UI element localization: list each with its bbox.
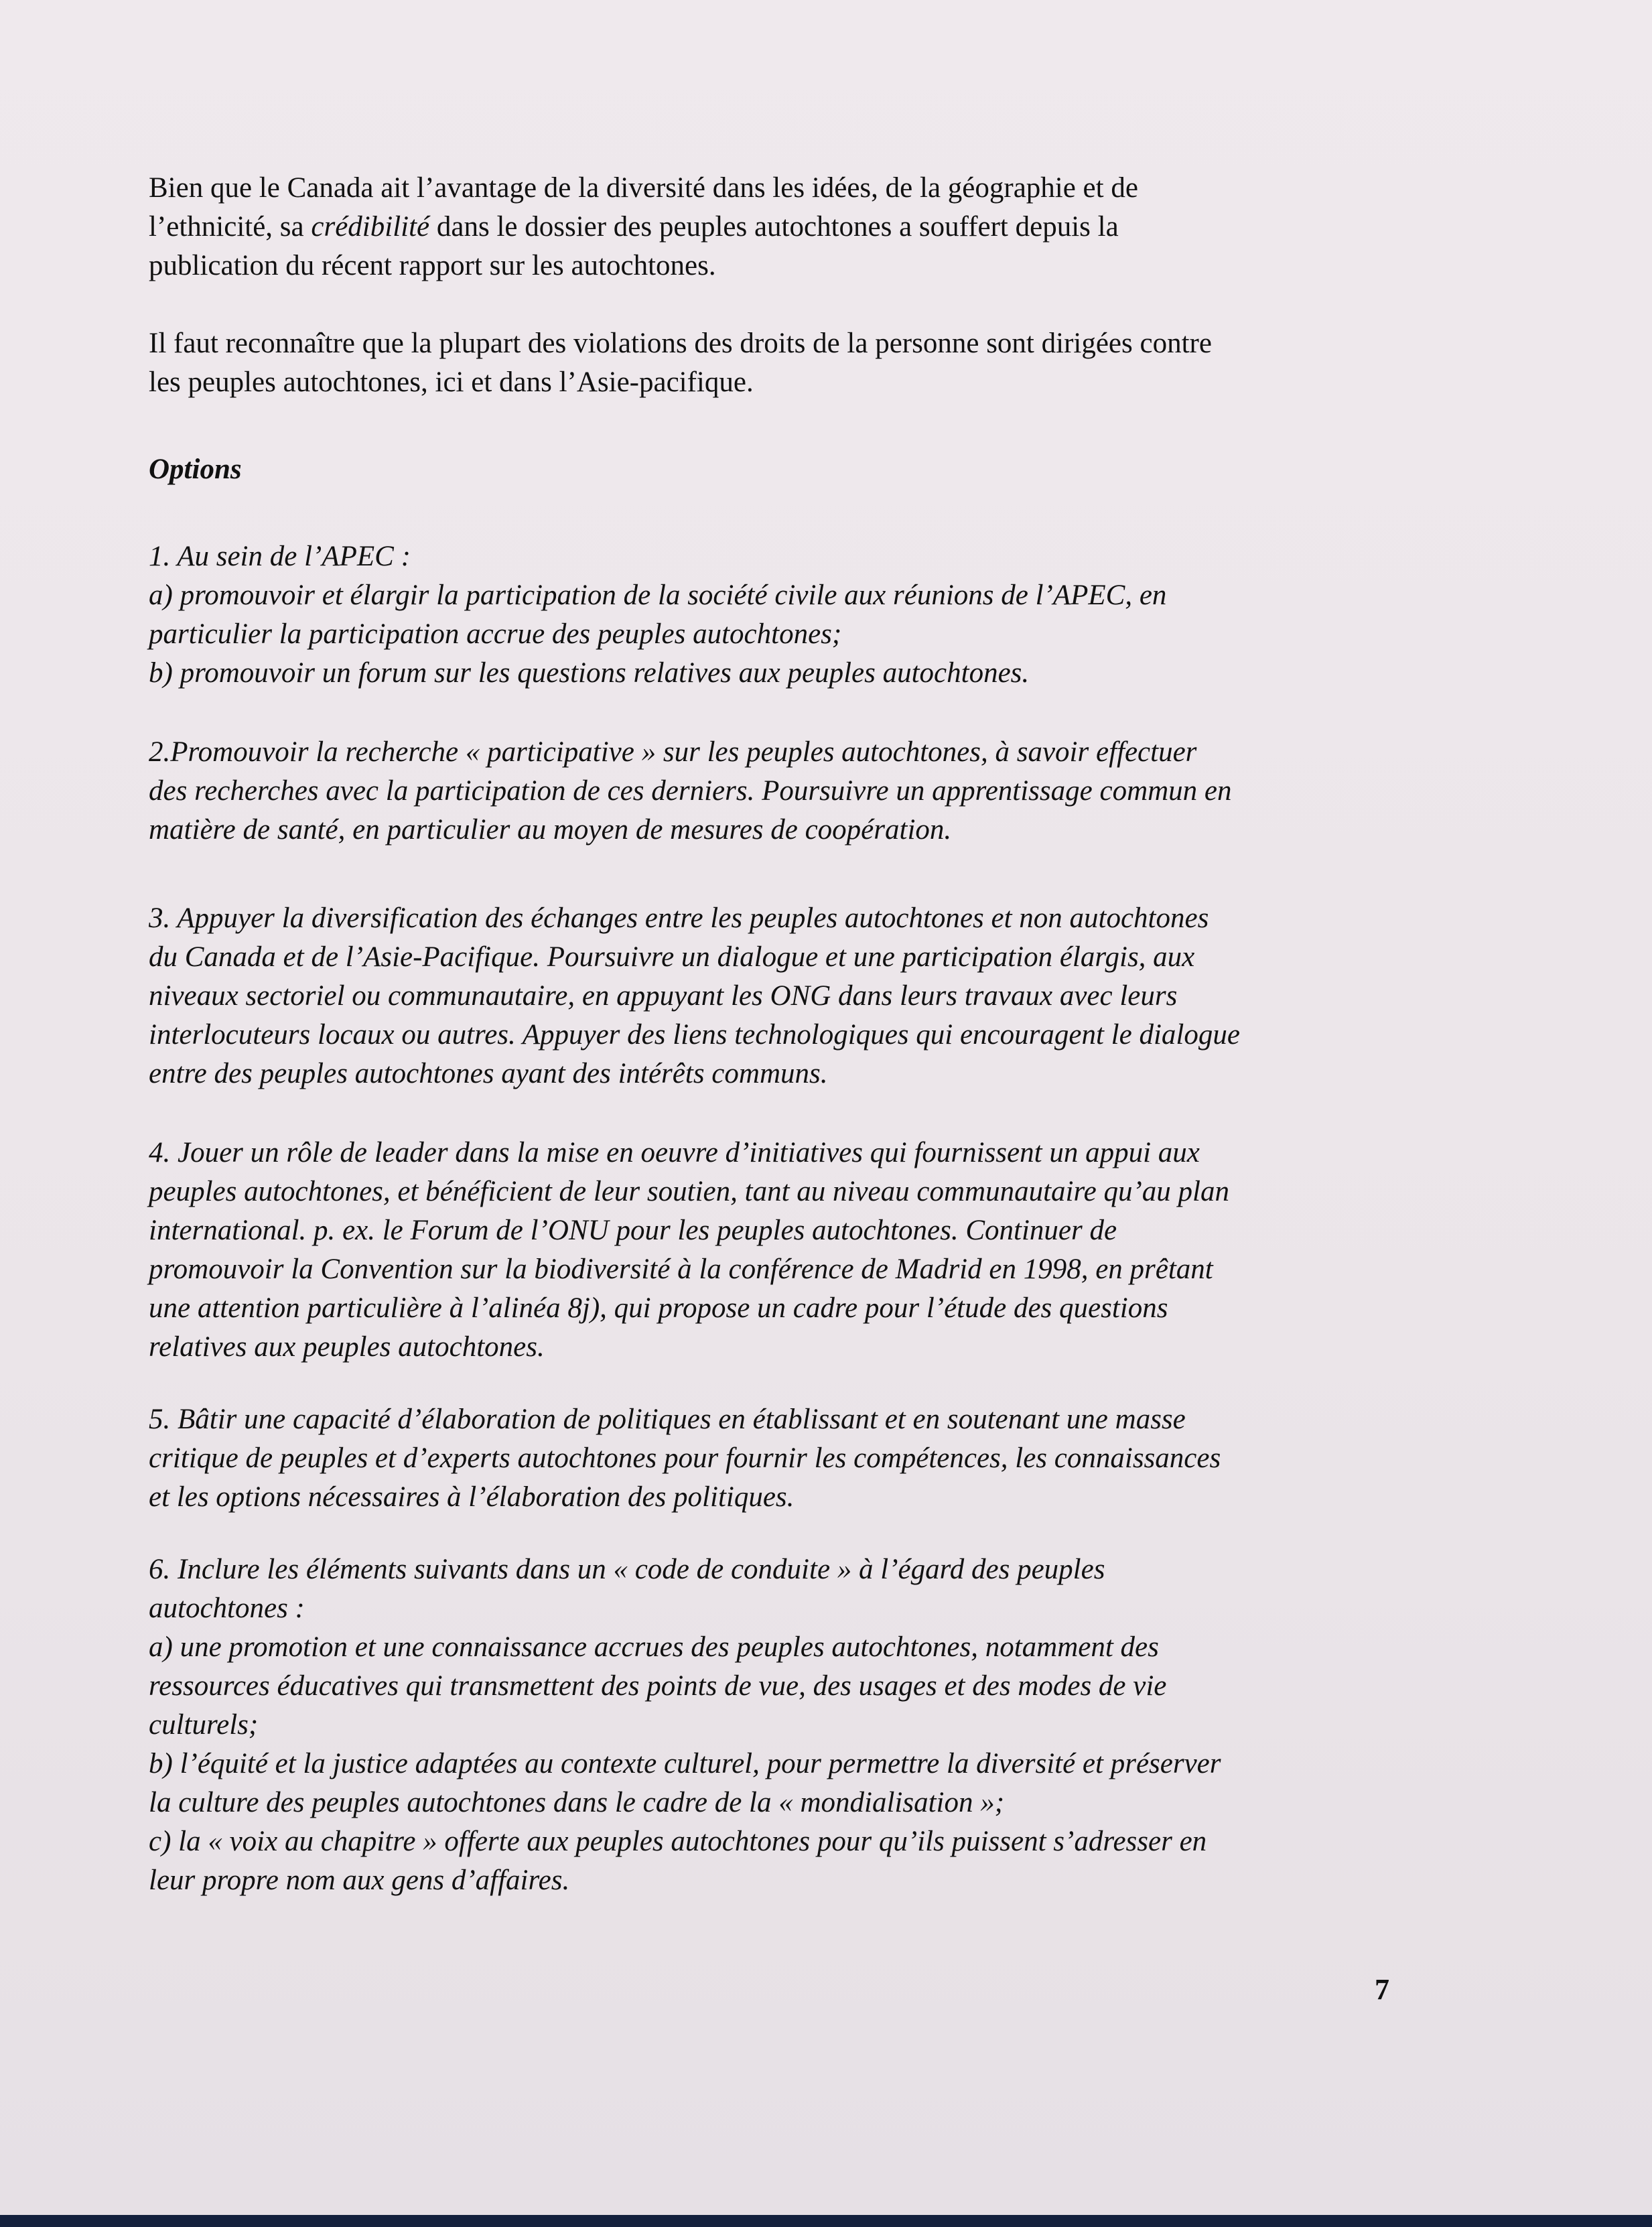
text-line: 6. Inclure les éléments suivants dans un « code de conduite » à l’égard des peuples bbox=[149, 1554, 1105, 1585]
text-line: Bien que le Canada ait l’avantage de la diversité dans les idées, de la géographie et de bbox=[149, 172, 1138, 204]
text-line: la culture des peuples autochtones dans le cadre de la « mondialisation »; bbox=[149, 1787, 1005, 1818]
text-line: critique de peuples et d’experts autochtones pour fournir les compétences, les connaissances bbox=[149, 1442, 1221, 1474]
text-line: les peuples autochtones, ici et dans l’Asie-pacifique. bbox=[149, 366, 754, 398]
page-body bbox=[149, 169, 1489, 1900]
text-line: peuples autochtones, et bénéficient de leur soutien, tant au niveau communautaire qu’au plan bbox=[149, 1176, 1229, 1207]
text-line: matière de santé, en particulier au moyen de mesures de coopération. bbox=[149, 814, 952, 846]
option-item-2 bbox=[149, 733, 1489, 850]
text-line: ressources éducatives qui transmettent des points de vue, des usages et des modes de vie bbox=[149, 1670, 1167, 1702]
text-line: leur propre nom aux gens d’affaires. bbox=[149, 1865, 570, 1896]
scan-bottom-edge bbox=[0, 2215, 1652, 2227]
text-line: b) l’équité et la justice adaptées au contexte culturel, pour permettre la diversité et préserver bbox=[149, 1748, 1221, 1779]
text-line: international. p. ex. le Forum de l’ONU pour les peuples autochtones. Continuer de bbox=[149, 1215, 1117, 1246]
text-line: culturels; bbox=[149, 1709, 259, 1741]
option-item-6 bbox=[149, 1550, 1489, 1900]
text-line: a) promouvoir et élargir la participation de la société civile aux réunions de l’APEC, en bbox=[149, 580, 1167, 611]
text-line: c) la « voix au chapitre » offerte aux peuples autochtones pour qu’ils puissent s’adresser en bbox=[149, 1826, 1207, 1857]
text-line: interlocuteurs locaux ou autres. Appuyer des liens technologiques qui encouragent le dialogue bbox=[149, 1019, 1240, 1051]
text-line: une attention particulière à l’alinéa 8j), qui propose un cadre pour l’étude des questions bbox=[149, 1292, 1168, 1324]
text-segment: l’ethnicité, sa bbox=[149, 211, 312, 243]
intro-paragraph-credibility bbox=[149, 169, 1489, 285]
intro-paragraph-violations bbox=[149, 324, 1489, 402]
text-line: b) promouvoir un forum sur les questions relatives aux peuples autochtones. bbox=[149, 657, 1030, 689]
text-line: publication du récent rapport sur les autochtones. bbox=[149, 250, 716, 281]
text-line: 3. Appuyer la diversification des échanges entre les peuples autochtones et non autochtones bbox=[149, 902, 1209, 934]
text-line: Il faut reconnaître que la plupart des violations des droits de la personne sont dirigées contre bbox=[149, 328, 1212, 359]
text-line: 2.Promouvoir la recherche « participative » sur les peuples autochtones, à savoir effectuer bbox=[149, 736, 1197, 768]
options-heading: Options bbox=[149, 454, 242, 485]
text-line: 5. Bâtir une capacité d’élaboration de politiques en établissant et en soutenant une masse bbox=[149, 1404, 1186, 1435]
text-line: niveaux sectoriel ou communautaire, en appuyant les ONG dans leurs travaux avec leurs bbox=[149, 980, 1178, 1012]
text-line: du Canada et de l’Asie-Pacifique. Poursuivre un dialogue et une participation élargis, aux bbox=[149, 941, 1195, 973]
page-number: 7 bbox=[1375, 1973, 1389, 2006]
text-segment: dans le dossier des peuples autochtones a souffert depuis la bbox=[429, 211, 1119, 243]
text-line: autochtones : bbox=[149, 1593, 305, 1624]
option-item-1 bbox=[149, 537, 1489, 693]
text-line: promouvoir la Convention sur la biodiversité à la conférence de Madrid en 1998, en prêtant bbox=[149, 1254, 1213, 1285]
text-line: a) une promotion et une connaissance accrues des peuples autochtones, notamment des bbox=[149, 1631, 1159, 1663]
text-line: 1. Au sein de l’APEC : bbox=[149, 541, 411, 572]
text-line bbox=[149, 208, 1489, 247]
emphasis-credibility: crédibilité bbox=[311, 211, 430, 243]
text-line: entre des peuples autochtones ayant des intérêts communs. bbox=[149, 1058, 828, 1089]
text-line: des recherches avec la participation de ces derniers. Poursuivre un apprentissage commun en bbox=[149, 775, 1232, 807]
text-line: et les options nécessaires à l’élaboration des politiques. bbox=[149, 1481, 795, 1513]
text-line: 4. Jouer un rôle de leader dans la mise en oeuvre d’initiatives qui fournissent un appui aux bbox=[149, 1137, 1200, 1168]
option-item-4 bbox=[149, 1134, 1489, 1367]
option-item-5 bbox=[149, 1400, 1489, 1517]
option-item-3 bbox=[149, 899, 1489, 1093]
text-line: relatives aux peuples autochtones. bbox=[149, 1331, 545, 1363]
text-line: particulier la participation accrue des peuples autochtones; bbox=[149, 618, 842, 650]
